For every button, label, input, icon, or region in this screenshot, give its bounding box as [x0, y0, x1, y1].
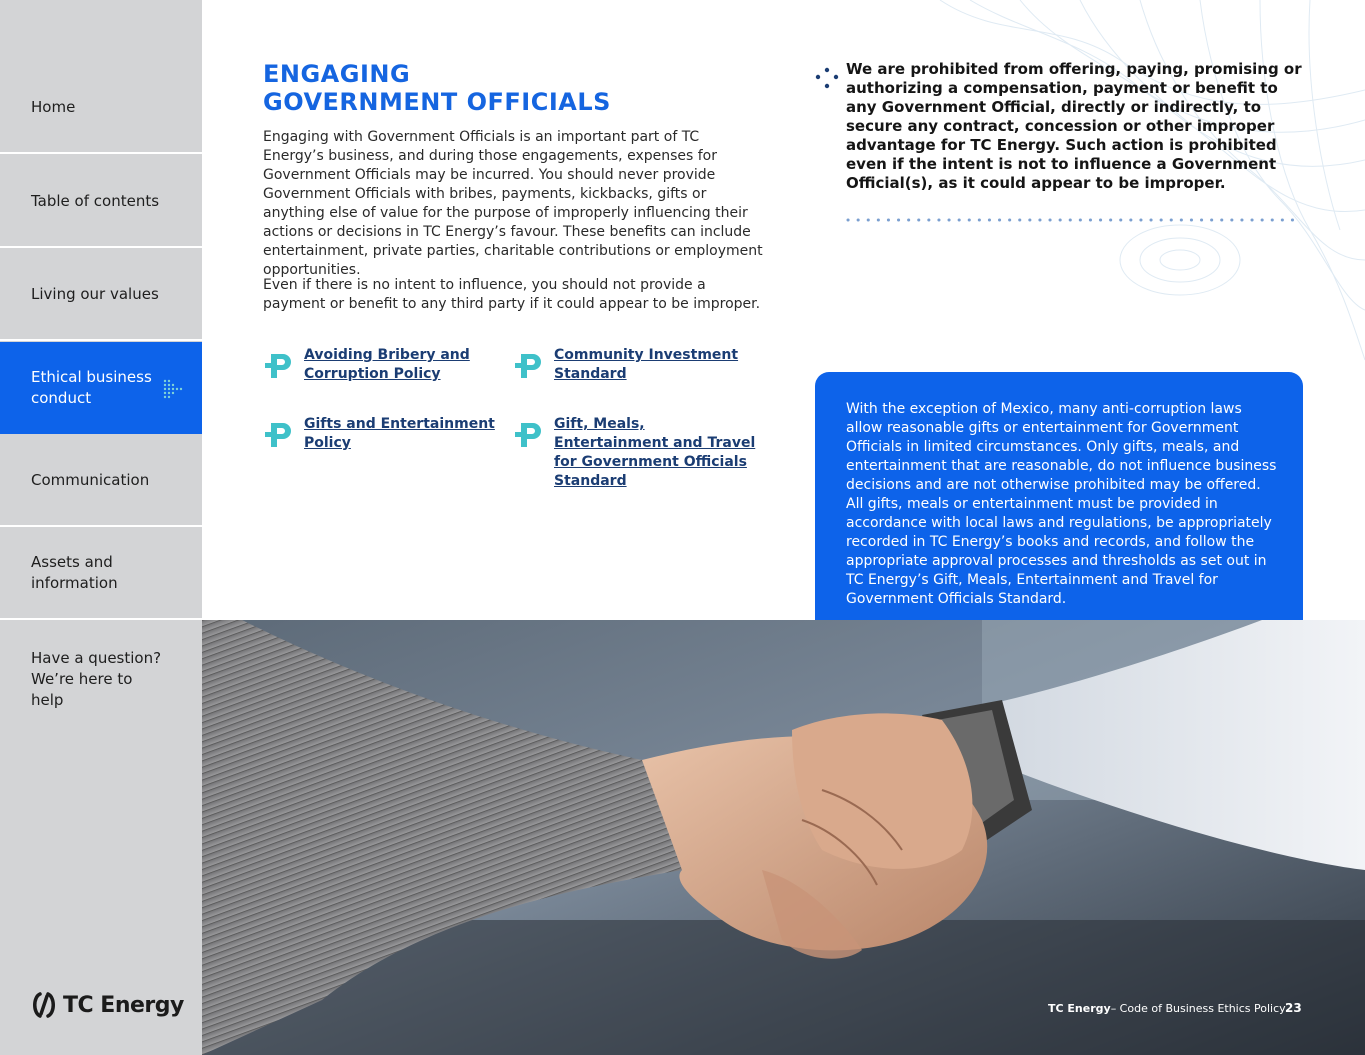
- dotted-divider: [846, 214, 1304, 226]
- page-title-line1: ENGAGING: [263, 60, 411, 88]
- page-footer: [1048, 1002, 1286, 1015]
- sidebar-item-label: Ethical business conduct: [31, 368, 152, 407]
- sidebar-item-label: Table of contents: [31, 191, 160, 210]
- callout-dots-icon: [814, 66, 840, 92]
- policy-link-gifts-entertainment[interactable]: [263, 415, 503, 453]
- sidebar-item-have-a-question[interactable]: [0, 620, 202, 770]
- sidebar-item-label: Living our values: [31, 284, 159, 303]
- intro-paragraph-2: Even if there is no intent to influence, you should not provide a payment or benefit to any third party if it could appear to be improper.: [263, 277, 761, 312]
- handshake-image: [202, 620, 1365, 1055]
- sidebar-item-ethical-business-conduct[interactable]: [0, 342, 202, 434]
- page-title-line2: GOVERNMENT OFFICIALS: [263, 88, 611, 116]
- info-box-text: With the exception of Mexico, many anti-corruption laws allow reasonable gifts or entertainment for Government Officials in limited circumstances. Only gifts, meals, and entertainment that are reasonable, do not influence business decisions and are not otherwise prohibited may be offered. All gifts, meals or entertainment must be provided in accordance with local laws and regulations, be appropriately recorded in TC Energy’s books and records, and follow the appropriate approval processes and thresholds as set out in TC Energy’s Gift, Meals, Entertainment and Travel for Government Officials Standard.: [846, 401, 1277, 607]
- policy-link-icon: [263, 417, 295, 451]
- tc-energy-logo[interactable]: [30, 990, 184, 1020]
- footer-brand: TC Energy: [1048, 1002, 1111, 1015]
- tc-energy-logo-mark: [30, 990, 58, 1020]
- policy-link-label[interactable]: Gift, Meals, Entertainment and Travel for Government Officials Standard: [554, 416, 756, 489]
- policy-link-label[interactable]: Avoiding Bribery and Corruption Policy: [304, 347, 470, 382]
- policy-link-icon: [513, 417, 545, 451]
- policy-link-icon: [513, 348, 545, 382]
- sidebar-item-table-of-contents[interactable]: [0, 156, 202, 248]
- sidebar-nav: [0, 0, 202, 1055]
- sidebar-item-assets-and-information[interactable]: [0, 528, 202, 620]
- sidebar-item-living-our-values[interactable]: [0, 249, 202, 341]
- footer-doc-title: – Code of Business Ethics Policy: [1110, 1002, 1286, 1015]
- handshake-photo: [202, 620, 1365, 1055]
- policy-link-gift-meals-travel-standard[interactable]: [513, 415, 763, 491]
- page-title: [263, 60, 763, 116]
- policy-link-label[interactable]: Gifts and Entertainment Policy: [304, 416, 495, 451]
- policy-link-community-investment[interactable]: [513, 346, 763, 384]
- sidebar-item-label: Assets and information: [31, 553, 118, 592]
- sidebar-item-label: Have a question? We’re here to help: [31, 649, 162, 709]
- sidebar-item-label: Home: [31, 97, 76, 116]
- intro-paragraph: Engaging with Government Officials is an important part of TC Energy’s business, and during those engagements, expenses for Government Officials may be incurred. You should never provide Government Officials with bribes, payments, kickbacks, gifts or anything else of value for the purpose of improperly influencing their actions or decisions in TC Energy’s favour. These benefits can include entertainment, private parties, charitable contributions or employment opportunities.: [263, 129, 763, 278]
- policy-link-label[interactable]: Community Investment Standard: [554, 347, 739, 382]
- logo-text: TC Energy: [63, 992, 184, 1018]
- policy-link-avoiding-bribery[interactable]: [263, 346, 503, 384]
- sidebar-item-communication[interactable]: [0, 435, 202, 527]
- page-number: 23: [1285, 1001, 1302, 1015]
- sidebar-item-home[interactable]: [0, 62, 202, 154]
- policy-link-icon: [263, 348, 295, 382]
- sidebar-item-label: Communication: [31, 470, 150, 489]
- prohibition-callout: We are prohibited from offering, paying, promising or authorizing a compensation, payment or benefit to any Government Official, directly or indirectly, to secure any contract, concession or other improper advantage for TC Energy. Such action is prohibited even if the intent is not to influence a Government Official(s), as it could appear to be improper.: [846, 60, 1302, 192]
- dotted-arrow-icon: [162, 378, 184, 400]
